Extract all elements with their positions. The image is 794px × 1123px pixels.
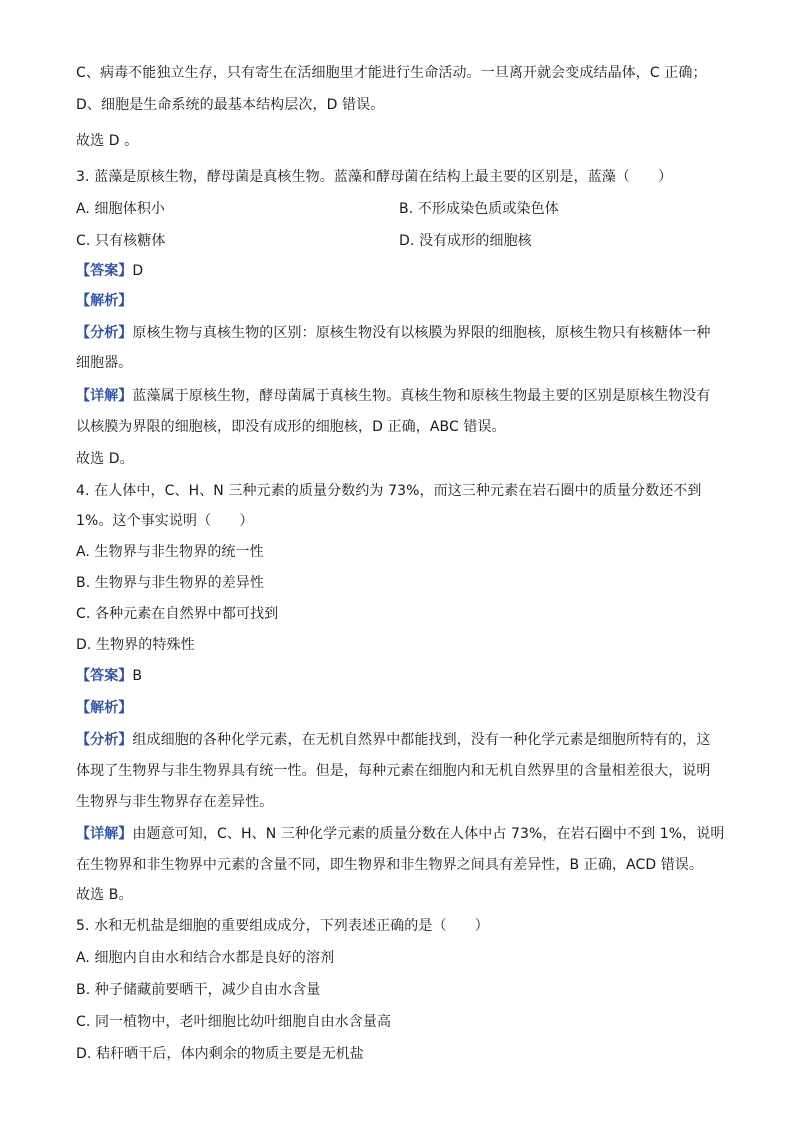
fenxi-tag: 【分析】 (76, 325, 133, 341)
q4-answer (76, 667, 142, 685)
q3-analysis-heading (76, 292, 132, 310)
q4-option-b: B. 生物界与非生物界的差异性 (76, 575, 265, 591)
answer-tag: 【答案】 (76, 263, 133, 279)
analysis-tag: 【解析】 (76, 700, 133, 716)
fenxi-text: 组成细胞的各种化学元素，在无机自然界中都能找到，没有一种化学元素是细胞所特有的，这 (132, 732, 711, 748)
q4-xiangjie-line-2: 在生物界和非生物界中元素的含量不同，即生物界和非生物界之间具有差异性，B 正确，ACD 错误。 (76, 857, 704, 873)
answer-value: D (132, 263, 144, 279)
q4-stem-line-1: 4. 在人体中，C、H、N 三种元素的质量分数约为 73%，而这三种元素在岩石圈中的质量分数还不到 (76, 483, 702, 499)
fenxi-text: 原核生物与真核生物的区别：原核生物没有以核膜为界限的细胞核，原核生物只有核糖体一种 (132, 325, 711, 341)
q5-option-c: C. 同一植物中，老叶细胞比幼叶细胞自由水含量高 (76, 1014, 392, 1030)
q3-option-d: D. 没有成形的细胞核 (399, 233, 532, 249)
q3-option-b: B. 不形成染色质或染色体 (399, 201, 559, 217)
q4-analysis-heading (76, 699, 132, 717)
q5-option-b: B. 种子储藏前要晒干，减少自由水含量 (76, 982, 321, 998)
fenxi-tag: 【分析】 (76, 732, 133, 748)
prev-conclusion: 故选 D 。 (76, 133, 139, 149)
q4-conclusion: 故选 B。 (76, 887, 133, 903)
answer-value: B (132, 668, 143, 684)
q3-option-a: A. 细胞体积小 (76, 201, 166, 217)
q3-xiangjie-line-1 (76, 387, 711, 405)
q4-stem-line-2: 1%。这个事实说明（ ） (76, 513, 254, 529)
q5-stem: 5. 水和无机盐是细胞的重要组成成分，下列表述正确的是（ ） (76, 918, 489, 934)
q5-option-a: A. 细胞内自由水和结合水都是良好的溶剂 (76, 950, 335, 966)
xiangjie-text: 由题意可知，C、H、N 三种化学元素的质量分数在人体中占 73%，在岩石圈中不到 1%，说明 (132, 826, 725, 842)
q3-xiangjie-line-2: 以核膜为界限的细胞核，即没有成形的细胞核，D 正确，ABC 错误。 (76, 419, 506, 435)
q4-fenxi-line-2: 体现了生物界与非生物界具有统一性。但是，每种元素在细胞内和无机自然界里的含量相差很大，说明 (76, 763, 711, 779)
q4-fenxi-line-3: 生物界与非生物界存在差异性。 (76, 794, 274, 810)
q3-fenxi-line-1 (76, 324, 711, 342)
q4-option-c: C. 各种元素在自然界中都可找到 (76, 606, 279, 622)
xiangjie-text: 蓝藻属于原核生物，酵母菌属于真核生物。真核生物和原核生物最主要的区别是原核生物没有 (132, 388, 711, 404)
xiangjie-tag: 【详解】 (76, 388, 133, 404)
answer-tag: 【答案】 (76, 668, 133, 684)
q4-fenxi-line-1 (76, 731, 711, 749)
q3-stem: 3. 蓝藻是原核生物，酵母菌是真核生物。蓝藻和酵母菌在结构上最主要的区别是，蓝藻（ ） (76, 169, 673, 185)
q3-fenxi-line-2: 细胞器。 (76, 355, 133, 371)
q4-option-d: D. 生物界的特殊性 (76, 637, 195, 653)
q3-conclusion: 故选 D。 (76, 451, 134, 467)
q4-option-a: A. 生物界与非生物界的统一性 (76, 544, 264, 560)
q4-xiangjie-line-1 (76, 825, 724, 843)
q3-answer (76, 262, 143, 280)
q5-option-d: D. 秸秆晒干后，体内剩余的物质主要是无机盐 (76, 1046, 364, 1062)
analysis-tag: 【解析】 (76, 293, 133, 309)
xiangjie-tag: 【详解】 (76, 826, 133, 842)
prev-option-d-analysis: D、细胞是生命系统的最基本结构层次，D 错误。 (76, 97, 385, 113)
prev-option-c-analysis: C、病毒不能独立生存，只有寄生在活细胞里才能进行生命活动。一旦离开就会变成结晶体，C 正确； (76, 65, 707, 81)
q3-option-c: C. 只有核糖体 (76, 233, 166, 249)
